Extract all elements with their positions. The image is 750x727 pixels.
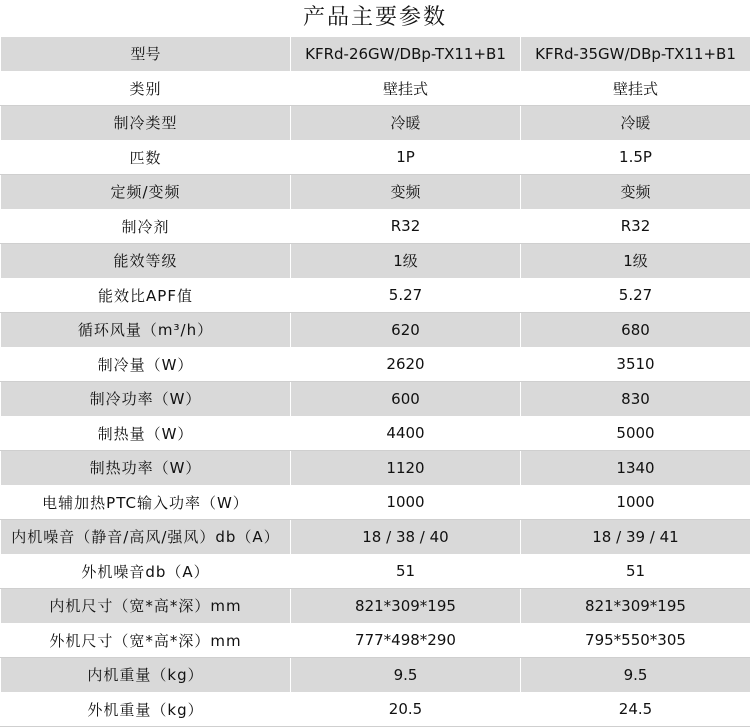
model-b-value: 821*309*195 — [521, 589, 750, 624]
model-a-value: 5.27 — [291, 278, 521, 313]
model-a-value: KFRd-26GW/DBp-TX11+B1 — [291, 37, 521, 72]
table-row — [1, 347, 750, 382]
model-a-value: 51 — [291, 554, 521, 589]
row-label: 循环风量（m³/h） — [1, 313, 291, 348]
table-row — [1, 382, 750, 417]
model-a-value: 4400 — [291, 416, 521, 451]
model-a-value: 2620 — [291, 347, 521, 382]
model-b-value: 24.5 — [521, 692, 750, 727]
row-label: 外机重量（kg） — [1, 692, 291, 727]
model-a-value: 821*309*195 — [291, 589, 521, 624]
row-label: 能效比APF值 — [1, 278, 291, 313]
model-b-value: 18 / 39 / 41 — [521, 520, 750, 555]
model-a-value: 1000 — [291, 485, 521, 520]
model-a-value: 600 — [291, 382, 521, 417]
row-label: 能效等级 — [1, 244, 291, 279]
model-b-value: KFRd-35GW/DBp-TX11+B1 — [521, 37, 750, 72]
model-a-value: 18 / 38 / 40 — [291, 520, 521, 555]
table-row — [1, 485, 750, 520]
page-title: 产品主要参数 — [302, 5, 447, 30]
model-b-value: 1级 — [521, 244, 750, 279]
table-row — [1, 140, 750, 175]
row-label: 制冷剂 — [1, 209, 291, 244]
table-row — [1, 37, 750, 72]
table-row — [1, 692, 750, 727]
model-a-value: 620 — [291, 313, 521, 348]
model-b-value: 680 — [521, 313, 750, 348]
model-b-value: R32 — [521, 209, 750, 244]
model-b-value: 冷暖 — [521, 106, 750, 141]
model-a-value: 冷暖 — [291, 106, 521, 141]
spec-table — [0, 36, 750, 727]
model-b-value: 壁挂式 — [521, 71, 750, 106]
row-label: 定频/变频 — [1, 175, 291, 210]
table-row — [1, 244, 750, 279]
row-label: 制冷功率（W） — [1, 382, 291, 417]
model-a-value: 1P — [291, 140, 521, 175]
model-a-value: R32 — [291, 209, 521, 244]
row-label: 匹数 — [1, 140, 291, 175]
row-label: 制热功率（W） — [1, 451, 291, 486]
table-row — [1, 554, 750, 589]
table-row — [1, 175, 750, 210]
row-label: 制热量（W） — [1, 416, 291, 451]
table-row — [1, 313, 750, 348]
model-a-value: 1120 — [291, 451, 521, 486]
model-b-value: 1340 — [521, 451, 750, 486]
model-a-value: 变频 — [291, 175, 521, 210]
model-a-value: 777*498*290 — [291, 623, 521, 658]
model-b-value: 9.5 — [521, 658, 750, 693]
row-label: 电辅加热PTC输入功率（W） — [1, 485, 291, 520]
model-a-value: 20.5 — [291, 692, 521, 727]
table-row — [1, 106, 750, 141]
model-a-value: 1级 — [291, 244, 521, 279]
row-label: 外机噪音db（A） — [1, 554, 291, 589]
model-b-value: 5.27 — [521, 278, 750, 313]
table-row — [1, 623, 750, 658]
model-a-value: 9.5 — [291, 658, 521, 693]
model-b-value: 1000 — [521, 485, 750, 520]
table-row — [1, 278, 750, 313]
row-label: 类别 — [1, 71, 291, 106]
model-b-value: 51 — [521, 554, 750, 589]
model-a-value: 壁挂式 — [291, 71, 521, 106]
model-b-value: 3510 — [521, 347, 750, 382]
model-b-value: 795*550*305 — [521, 623, 750, 658]
table-row — [1, 589, 750, 624]
row-label: 内机噪音（静音/高风/强风）db（A） — [1, 520, 291, 555]
row-label: 制冷量（W） — [1, 347, 291, 382]
table-row — [1, 520, 750, 555]
spec-table-body — [1, 37, 750, 727]
table-row — [1, 658, 750, 693]
row-label: 制冷类型 — [1, 106, 291, 141]
row-label: 内机重量（kg） — [1, 658, 291, 693]
table-row — [1, 451, 750, 486]
model-b-value: 1.5P — [521, 140, 750, 175]
table-row — [1, 71, 750, 106]
model-b-value: 变频 — [521, 175, 750, 210]
row-label: 外机尺寸（宽*高*深）mm — [1, 623, 291, 658]
model-b-value: 830 — [521, 382, 750, 417]
model-b-value: 5000 — [521, 416, 750, 451]
row-label: 型号 — [1, 37, 291, 72]
table-row — [1, 209, 750, 244]
row-label: 内机尺寸（宽*高*深）mm — [1, 589, 291, 624]
table-row — [1, 416, 750, 451]
